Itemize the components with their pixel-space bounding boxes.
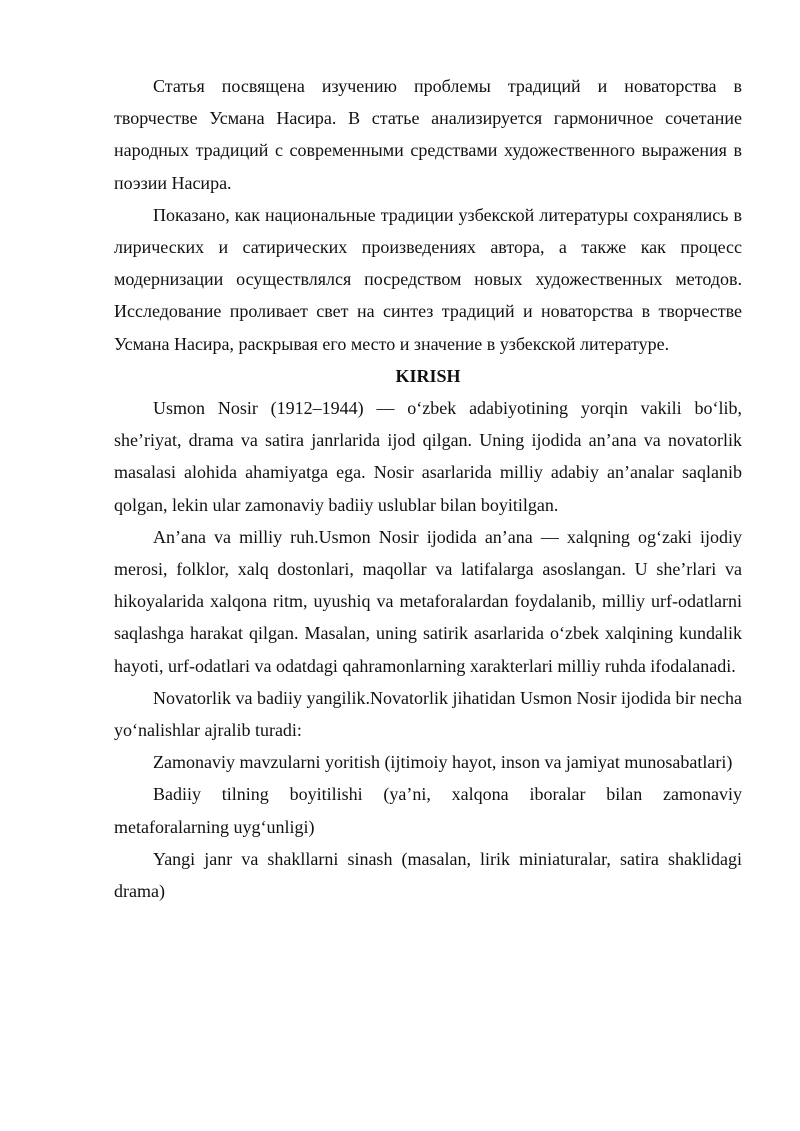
body-paragraph-5: Badiiy tilning boyitilishi (yaʼni, xalqona iboralar bilan zamonaviy metaforalarning uygʻunligi) xyxy=(114,784,742,837)
body-paragraph-6: Yangi janr va shakllarni sinash (masalan, lirik miniaturalar, satira shaklidagi drama) xyxy=(114,848,742,902)
body-paragraph-2: Anʼana va milliy ruh.Usmon Nosir ijodida anʼana — xalqning ogʻzaki ijodiy merosi, folklor, xalq dostonlari, maqollar va latifalarga asoslangan. U sheʼrlari va hikoyalarida xalqona ritm, uyushiq va metaforalardan foydalanib, milliy urf-odatlarni saqlashga harakat qilgan. Masalan, uning satirik asarlarida oʻzbek xalqining kundalik hayoti, urf-odatlari va odatdagi qahramonlarning xarakterlari milliy ruhda ifodalanadi. xyxy=(114,526,742,676)
abstract-paragraph-1: Статья посвящена изучению проблемы традиций и новаторства в творчестве Усмана Насира. В статье анализируется гармоничное сочетание народных традиций с современными средствами художественного выражения в поэзии Насира. xyxy=(114,76,742,193)
section-heading: KIRISH xyxy=(395,365,461,386)
body-paragraph-1: Usmon Nosir (1912–1944) — oʻzbek adabiyotining yorqin vakili boʻlib, sheʼriyat, drama va satira janrlarida ijod qilgan. Uning ijodida anʼana va novatorlik masalasi alohida ahamiyatga ega. Nosir asarlarida milliy adabiy anʼanalar saqlanib qolgan, lekin ular zamonaviy badiiy uslublar bilan boyitilgan. xyxy=(114,398,742,515)
body-paragraph-4: Zamonaviy mavzularni yoritish (ijtimoiy hayot, inson va jamiyat munosabatlari) xyxy=(153,752,733,773)
body-paragraph-3: Novatorlik va badiiy yangilik.Novatorlik jihatidan Usmon Nosir ijodida bir necha yoʻnalishlar ajralib turadi: xyxy=(114,687,742,741)
document-text xyxy=(114,70,742,907)
abstract-paragraph-2: Показано, как национальные традиции узбекской литературы сохранялись в лирических и сатирических произведениях автора, а также как процесс модернизации осуществлялся посредством новых художественных методов. Исследование проливает свет на синтез традиций и новаторства в творчестве Усмана Насира, раскрывая его место и значение в узбекской литературе. xyxy=(114,204,742,354)
